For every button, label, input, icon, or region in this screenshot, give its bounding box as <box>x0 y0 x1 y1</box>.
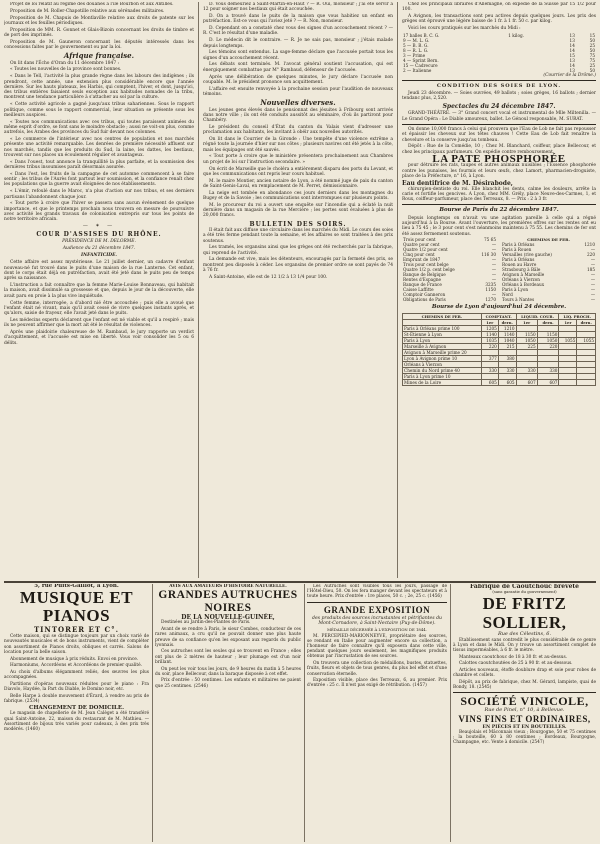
ad-caoutchouc-title: DE FRITZ SOLLIER, <box>482 594 567 633</box>
table-cell: Mines de la Loire <box>403 379 482 385</box>
table-cell: Paris à Orléans <box>502 257 535 263</box>
ad-autruches-visible: Les Autruches sont visibles tous les jours, passage de l'Hôtel-Dieu, 50. On les fera manger devant les spectateurs et à toute heure. Prix d'entrée : 1re places, 50 c. ; 2e, 25 c. (1456) <box>307 584 447 600</box>
table-cell: 75 <box>589 52 595 58</box>
paragraph: La neige est tombée en abondance ces jours derniers dans les montagnes du Bugey et de la Savoie ; les communications sont interrompues sur plusieurs points. <box>203 190 393 201</box>
table-cell: Paris à Lyon <box>403 337 482 343</box>
table-cell: 330 <box>498 367 516 373</box>
table-cell: 1050 <box>537 337 559 343</box>
table-cell <box>559 379 577 385</box>
table-cell: Comptoir Ganneron <box>403 292 446 298</box>
paragraph: Ces autruches sont les seules qui se trouvent en France ; elles ont plus de 2 mètres de hauteur ; leur plumage est d'un noir brillant. <box>155 649 301 665</box>
table-cell: Paris à Orléans <box>502 242 535 248</box>
table-cell: 330 <box>516 367 537 373</box>
table-cell: 220 <box>481 343 498 349</box>
paragraph: « L'émir, refoulé dans le Maroc, n'a plus d'action sur nos tribus, et ses derniers partisans l'abandonnent chaque jour. <box>4 189 194 200</box>
table-cell: 75 65 <box>484 236 496 242</box>
table-cell: 380 <box>498 355 516 361</box>
paragraph: Chez les principaux libraires d'Allemagne, on expédie de la Suisse par 15 1/2 pour 100. <box>402 2 596 13</box>
paragraph: Harmoniums, Accordéons et Accordéons de premier qualité. <box>10 663 143 669</box>
paragraph: Les débats sont terminés. M. l'avocat général soutient l'accusation, qui est énergiquement combattue par M° Rambaud, défenseur de l'accusée. <box>203 62 393 73</box>
pate-heading: LA PATE PHOSPHORÉE <box>432 153 566 166</box>
chef-text <box>402 2 596 31</box>
table-subheader: 1er <box>481 319 498 325</box>
table-cell: Quatre 1/2 pour cent <box>403 246 448 252</box>
table-cell: 116 30 <box>481 251 496 257</box>
divider <box>307 602 447 603</box>
table-header: CHEMINS DE FER. <box>403 313 482 319</box>
ad-musique-address: 5, rue Puits-Gaillot, à Lyon. <box>34 584 119 589</box>
table-cell: 2 — Italienne <box>403 67 432 73</box>
afrique-article <box>4 61 194 223</box>
ad-rule <box>152 584 153 842</box>
paragraph: On lit dans le Courrier de la Gironde : Une tempête d'une violence extrême a régné toute la journée d'hier sur nos côtes ; plusieurs navires ont été jetés à la côte, mais les équipages ont été sauvés. <box>203 137 393 153</box>
table-header: COMPTANT. <box>481 313 516 319</box>
paragraph: Destinées au Jardin-des-Plantes de Paris. <box>161 620 251 626</box>
cour-audience: Audience du 21 décembre 1847. <box>62 245 136 251</box>
paragraph: Belle Harpe à double mouvement d'Érard, à vendre au prix de fabrique. (2534) <box>4 693 149 704</box>
table-cell: Rouen au Havre <box>502 262 537 268</box>
paragraph: Il était fait aux diffuse une circulaire dans les marchés du Midi. Le cours des soies a été très ferme pendant toute la semaine, et les affaires se sont traitées à des prix soutenus. <box>203 227 393 244</box>
table-cell: 1150 <box>537 331 559 337</box>
table-cell: 215 <box>498 343 516 349</box>
table-cell: 1050 <box>516 337 537 343</box>
paragraph: A Saint-Antoine, elle est de 12 1/2 à 13 1/4 pour 100. <box>209 274 328 280</box>
ad-caoutchouc <box>453 584 596 842</box>
ad-exposition-medal: MÉDAILLE DÉCERNÉE À L'EXPOSITION DE 1844. <box>327 627 427 633</box>
ad-exposition-subtitle: des produits des sources incrustantes et pétrifiantes du Mont-Cornadore, à Saint-Nectaire (Puy-de-Dôme). <box>312 615 442 627</box>
table-cell: 13 <box>569 37 575 43</box>
table-cell: 607 <box>516 379 537 385</box>
cour-case: INFANTICIDE. <box>81 253 117 259</box>
table-cell: 4 — Sprint Bern. <box>403 57 439 63</box>
paragraph: Cette affaire est assez mystérieuse. Le 21 juillet dernier, un cadavre d'enfant nouveau-né fut trouvé dans le puits d'une maison de la rue Lanterne. Cet enfant, dont le corps était déjà en putréfaction, avait été jeté dans le puits peu de temps après sa naissance. <box>4 260 194 282</box>
table-cell: Marseille à Avignon <box>403 343 482 349</box>
afrique-heading: Afrique française. <box>63 51 135 61</box>
avis-text <box>402 127 596 155</box>
table-cell: 3 — Prime <box>403 52 426 58</box>
table-cell: Nord <box>502 292 513 298</box>
table-cell: Cinq pour cent <box>403 251 435 257</box>
table-cell: Tours à Nantes <box>502 297 535 303</box>
condition-text: Jeudi 23 décembre. — Soies ouvrées, 49 ballots ; soies grèges, 16 ballots ; dernier tendanc plus, 2,520. <box>402 90 596 101</box>
paragraph: M. le procureur du roi a ouvert une enquête sur l'incendie qui a éclaté la nuit dernière dans un magasin de la rue Mercière ; les pertes sont évaluées à plus de 20,000 francs. <box>203 202 393 219</box>
ad-vins-sub: EN PIÈCES ET EN BOUTEILLES. <box>482 724 567 730</box>
table-cell: Avignon à Marseille <box>502 272 545 278</box>
paragraph: M. le maire Montier, ancien notaire de Lyon, a été nommé juge de paix du canton de Saint-Genis-Laval, en remplacement de M. Perret, démissionnaire. <box>203 178 393 189</box>
table-cell: Orléans à Bordeaux <box>502 282 545 288</box>
column-rule <box>198 2 199 578</box>
ad-vinicole-title: SOCIÉTÉ VINICOLE, <box>460 694 589 709</box>
ad-musique <box>4 584 149 842</box>
paragraph: D. Cependant on a constaté chez vous des signes d'un accouchement récent ? — R. C'est le résultat d'une maladie. <box>203 26 393 37</box>
table-cell: Orléans à Vierzon <box>502 277 540 283</box>
paragraph: « Cette activité agricole a gagné jusqu'aux tribus sahariennes. Sous le rapport politique, comme sous le rapport commercial, leur situation se présente sous les meilleurs auspices. <box>4 102 194 118</box>
paragraph: D. Vous demeuriez à Saint-Martin-en-Haut ? — R. Oui, monsieur ; j'ai été servir à 12 pour soigner nos bestiaux qui était accouchée. <box>203 2 393 13</box>
paragraph: Voici les cours pratiqués sur les marchés du Midi : <box>408 26 521 32</box>
table-cell: 1150 <box>516 331 537 337</box>
table-cell: 15 <box>589 32 595 38</box>
table-cell: Trois pour cent belge <box>403 261 449 267</box>
table-subheader: dern. <box>537 319 559 325</box>
bourse-lyon-heading: Bourse de Lyon d'aujourd'hui 24 décembre. <box>431 304 567 311</box>
paragraph: On écrit de Marseille que le choléra a entièrement disparu des ports du Levant, et que les communications ont repris leur cours habituel. <box>203 166 393 177</box>
paragraph: Après une plaidoirie chaleureuse de M. Rambaud, le jury rapporte un verdict d'acquittement, et l'accusée est mise en liberté. Vous voir consolider les 5 ou 6 délits. <box>4 330 194 346</box>
table-cell: Strasbourg à Bâle <box>502 267 541 273</box>
ad-caoutchouc-sub: (sans garantie du gouvernement) <box>492 589 557 595</box>
paragraph: On trouvera une collection de médaillons, bustes, statuettes, fruits, fleurs et objets de tous genres, du plus bel effet et d'une conservation éternelle. <box>307 661 447 677</box>
paragraph: Partitions d'opéras nouveaux réduites pour le piano : Fra Diavolo, Haydée, la Part du Diable, le Domino noir, etc. <box>4 681 149 693</box>
table-cell: Paris à Rouen <box>502 247 532 253</box>
table-cell: 1140 <box>481 331 498 337</box>
table-cell: 1140 <box>498 331 516 337</box>
table-cell: 1210 <box>584 242 595 248</box>
newspaper-page <box>4 2 596 842</box>
paragraph: Exposition visible, place des Terreaux, 6, au premier. Prix d'entrée : 25 c. Il n'est pas exigé de rétribution. (1457) <box>307 678 447 689</box>
table-cell: Caisse Laffitte <box>403 287 434 293</box>
dentifrice-heading: Eau dentifrice de M. Désirabode, <box>402 180 513 188</box>
table-cell: 185 <box>587 267 595 273</box>
ad-caoutchouc-address: Rue des Célestins, 6. <box>497 631 552 638</box>
chemins-block <box>501 237 596 302</box>
ads-divider <box>4 581 596 583</box>
table-cell: 1 kilog. <box>508 32 524 38</box>
ad-exposition-text <box>307 634 447 689</box>
table-cell: Paris à Orléans prime 100 <box>403 325 482 331</box>
rentes-table <box>402 237 497 302</box>
table-cell: 14 <box>569 62 575 68</box>
table-cell: 1055 <box>577 337 596 343</box>
table-cell: — <box>590 247 595 253</box>
table-cell: 225 <box>516 343 537 349</box>
paragraph: Avant de se rendre à Paris, le sieur Combes, conducteur de ces rares animaux, a cru qu'il ne pouvait donner une plus haute preuve de sa confiance qu'en les exposant aux regards du public lyonnais. <box>155 627 301 648</box>
soie-table <box>402 33 596 73</box>
table-cell: Trois pour cent <box>403 236 436 242</box>
paragraph: Les témoins sont entendus. La sage-femme déclare que l'accusée portait tous les signes d'un accouchement récent. <box>203 50 393 61</box>
paragraph: « Toutes nos communications avec ces tribus, qui toutes paraissent animées du même esprit d'ordre, se font sans le moindre obstacle ; aussi ne voit-on plus, comme autrefois, les Arabes des provinces du Sud fuir devant nos colonnes. <box>4 119 194 136</box>
table-cell: — <box>491 292 496 298</box>
paragraph: Dépôt : Rue de la Comédie, 10 ; Chez M. Blanchard, coiffeur, place Bellecour, et chez les principaux parfumeurs. On expédie contre remboursement. <box>402 144 596 155</box>
table-cell: Versailles (rive gauche) <box>502 252 552 258</box>
table-cell: Orléans à Vierzon <box>403 361 482 367</box>
table-cell: 605 <box>481 379 498 385</box>
paragraph: « Dans le Tell, l'activité la plus grande règne dans les labours des indigènes ; ils prendront, cette année, une extension plus considérable encore que l'année dernière. Sur les hauts plateaux, les Harbis, qui comptent, l'hiver, et dont, jusqu'ici, des tribus entières faisaient seuls exception aux habitudes nomades de la tribu, montrent une tendance particulière à s'attacher au sol par la culture. <box>4 74 194 101</box>
ad-musique-title: MUSIQUE ET PIANOS <box>19 588 134 626</box>
table-cell: — <box>491 256 496 262</box>
table-cell: 13 <box>569 57 575 63</box>
cour-heading: COUR D'ASSISES DU RHÔNE. <box>36 231 162 239</box>
ad-autruches-text <box>155 620 301 688</box>
ad-vins-title: VINS FINS ET ORDINAIRES, <box>458 713 591 724</box>
cour-president: PRÉSIDENCE DE M. DELORME. <box>62 238 136 244</box>
table-cell: Paris à Lyon <box>502 287 529 293</box>
paragraph: « Toutes les nouvelles de la province sont bonnes. <box>10 67 122 73</box>
paragraph: Les jeunes gens élevés dans le pensionnat des jésuites à Fribourg sont arrivés dans notre ville ; ils ont été conduits aussitôt au séminaire, d'où ils partiront pour Chambéry. <box>203 107 393 124</box>
paragraph: Proposition de M. Gauneron concernant les députés intéressés dans les concessions faites par le gouvernement ou par la loi. <box>4 39 194 51</box>
table-cell: 607 <box>537 379 559 385</box>
table-cell: 1150 <box>485 287 496 293</box>
table-cell: 1270 <box>485 297 496 303</box>
column-3 <box>402 2 596 578</box>
table-cell: 1035 <box>481 337 498 343</box>
paragraph: « Tout porte à croire que le ministère présentera prochainement aux Chambres un projet de loi sur l'instruction secondaire. » <box>203 154 393 165</box>
divider <box>402 204 596 205</box>
table-cell: 1055 <box>559 337 577 343</box>
table-cell: 13 <box>569 67 575 73</box>
table-cell: — <box>491 267 496 272</box>
paragraph: Articles nouveaux, étoffe doublure drap et soie pour robes de chambre et collets. <box>453 668 596 679</box>
table-cell: Avignon à Marseille prime 20 <box>403 349 482 355</box>
table-cell: — <box>491 261 496 267</box>
paragraph: Proposition de M. Roller-Chapotille relative aux sérénades militaires. <box>10 8 165 14</box>
paragraph: Etablissement sans contredit le plus considérable de ce genre à Lyon et dans le Midi. On y trouve un assortiment complet de tissus imperméables, à 6 fr. le mètre. <box>453 637 596 654</box>
paragraph: Projet de loi relatif au régime des douanes à l'île Bourbon et aux Antilles. <box>10 2 174 7</box>
advertisements <box>4 584 596 842</box>
table-cell: 220 <box>587 252 595 258</box>
table-cell: Lyon à Avignon prime 10 <box>403 355 482 361</box>
paragraph: Après une délibération de quelques minutes, le jury déclare l'accusée non coupable. M. le président prononce son acquittement. <box>203 74 393 85</box>
column-1 <box>4 2 194 578</box>
table-cell: 50 <box>589 37 595 43</box>
table-cell: — <box>590 297 595 303</box>
ad-caoutchouc-text <box>453 638 596 691</box>
table-cell: 50 <box>589 67 595 73</box>
paragraph: Les tramés, les organsins ainsi que les grèges ont été recherchés par la fabrique, qui reprend de l'activité. <box>203 245 393 256</box>
paragraph: Proposition de MM. R. Gonnet et Glais-Bizoin concernant les droits de timbre et de port des imprimés. <box>4 27 194 38</box>
table-subheader: 1er <box>516 319 537 325</box>
bulletin-heading: BULLETIN DES SOIRS. <box>249 220 347 228</box>
paragraph: L'instruction a fait connaître que la femme Marie-Louise Bonnaveau, qui habitait la maison, avait dissimulé sa grossesse et que, depuis le jour de la découverte, elle avait paru en proie à la plus vive inquiétude. <box>4 283 194 299</box>
ad-rule <box>304 584 305 842</box>
col1-intro <box>4 2 194 50</box>
table-cell: — <box>590 262 595 268</box>
table-cell: 1205 <box>481 325 498 331</box>
table-cell: Banque de Belgique <box>403 272 446 278</box>
paragraph: Le président du conseil d'État du canton du Valais vient d'adresser une proclamation aux habitants, les invitant à obéir aux nouvelles autorités. <box>203 124 393 136</box>
table-cell: 1210 <box>498 325 516 331</box>
table-cell: 377 <box>481 355 498 361</box>
ad-caoutchouc-header: Fabrique de Caoutchouc breveté <box>469 584 579 590</box>
paragraph: « Dans l'ouest, tout annonce la tranquillité la plus parfaite, et la soumission des dernières tribus insoumises paraît désormais assurée. <box>4 159 194 171</box>
soie-source: (Courrier de la Drôme.) <box>543 72 596 78</box>
table-cell: Quatre 1/2 p. cent belge <box>403 267 455 272</box>
table-cell: 17 balles B. C. G. <box>403 32 440 38</box>
bourse-paris-text: Depuis longtemps on n'avait vu une agitation pareille à celle qui a régné aujourd'hui à la Bourse. Avant l'ouverture, les premières offres sur les rentes ont eu lieu à 75 45 ; le 3 pour cent s'est néanmoins maintenu à 75 55. Les chemins de fer ont été assez fermement soutenus. <box>402 215 596 237</box>
paragraph: Proposition de M. Chapuis de Montlaville relative aux droits de patente sur les journaux et les feuilles périodiques. <box>4 15 194 26</box>
paragraph: L'affaire est ensuite renvoyée à la prochaine session pour l'audition de nouveaux témoins. <box>203 86 393 97</box>
paragraph: « Le commerce de l'intérieur avec nos centres de population et nos marchés présente une activité remarquable. Les denrées de première nécessité affluent sur nos marchés, tandis que les produits du Sud, la laine, les dattes, les bestiaux, trouvent sur nos places un écoulement régulier et avantageux. <box>4 137 194 158</box>
condition-heading: CONDITION DES SOIES DE LYON. <box>436 83 562 90</box>
dentifrice-text: chirurgien-dentiste du roi. Elle blanchit les dents, calme les douleurs, arrête la carie et fortifie les gencives. A Lyon, chez MM. Grély, place Neuve-des-Carmes, 1, et Roux, coiffeur-parfumeur, place des Terreaux, 8. — Prix : 2 à 3 fr. <box>402 186 596 203</box>
table-cell: 50 <box>589 47 595 53</box>
table-cell: 8 — R. L. G. <box>403 47 429 53</box>
paragraph: Manteaux caoutchouc de 18 à 30 fr. et au-dessus. <box>459 654 568 660</box>
paragraph: Abonnement de musique à prix réduits. Envoi en province. <box>10 656 139 662</box>
ad-rule <box>450 584 451 842</box>
bourse-paris-tables <box>402 237 596 302</box>
table-header-row <box>403 313 596 319</box>
table-cell: 15 <box>569 52 575 58</box>
paragraph: D. Le médecin dit le contraire. — R. Je ne sais pas, monsieur ; j'étais malade depuis longtemps. <box>203 38 393 49</box>
table-cell: 25 <box>589 62 595 68</box>
ad-autruches-header: AVIS AUX AMATEURS D'HISTOIRE NATURELLE. <box>169 584 287 589</box>
ad-autruches-title: GRANDES AUTRUCHES NOIRES <box>158 589 298 615</box>
table-cell: 9 — M. L. G. <box>403 37 430 43</box>
ad-musique-subtitle: TINTORER ET C°. <box>33 625 120 635</box>
spectacles-heading: Spectacles du 24 décembre 1847. <box>442 103 556 111</box>
ad-exposition <box>307 584 447 842</box>
table-cell: — <box>491 277 496 283</box>
col2-top <box>203 2 393 97</box>
paragraph: Dépôt, au prix de fabrique, chez M. Gérard, lampiste, quai de Bondy, 18. (2545) <box>453 680 596 691</box>
ad-autruches-subtitle: DE LA NOUVELLE-GUINÉE, <box>181 614 275 622</box>
paragraph: A Avignon, les transactions sont peu actives depuis quelques jours. Les prix des grèges ont éprouvé une légère baisse de 1 fr. à 1 fr. 50 c. par kilog. <box>402 14 596 25</box>
ad-vins-text: Beaujolais et Mâconnais vieux ; Bourgogne, 50 et 75 centimes ; la bouteille, 60 à 80 centimes ; Bordeaux, Bourgogne, Champagne, etc. Vente à domicile. (2547) <box>453 729 596 746</box>
paragraph: « Tout porte à croire que l'hiver se passera sans aucun événement de quelque importance, et que le printemps prochain nous trouvera en mesure de poursuivre avec activité les grands travaux de colonisation entrepris sur tous les points de notre territoire africain. <box>4 201 194 223</box>
paragraph: Cette femme, interrogée, a d'abord nié être accouchée ; puis elle a avoué que l'enfant était né vivant, mais qu'il avait cessé de vivre quelques instants après, et qu'alors, saisie de frayeur, elle l'avait jeté dans le puits. <box>4 300 194 317</box>
paragraph: Les médecins experts déclarent que l'enfant est né viable et qu'il a respiré ; mais ils ne peuvent affirmer que la mort ait été le résultat de violences. <box>4 317 194 329</box>
table-cell: 14 <box>569 42 575 48</box>
paragraph: La demande est vive, mais les détenteurs, encouragés par la fermeté des prix, se montrent peu disposés à céder. Les organsins de premier ordre se sont payés de 74 à 76 fr. <box>203 257 393 274</box>
table-cell: Chemin du Nord prime 40 <box>403 367 482 373</box>
table-cell: 1040 <box>498 337 516 343</box>
table-cell: Quatre pour cent <box>403 241 440 247</box>
table-cell: 15 — Cadrecure <box>403 62 438 68</box>
table-cell: — <box>491 241 496 247</box>
table-cell: 5 — B. B. G. <box>403 42 429 48</box>
table-cell: Rentes d'Espagne <box>403 277 442 283</box>
table-cell <box>577 379 596 385</box>
table-cell: — <box>590 292 595 298</box>
paragraph: Prix d'entrée : 50 centimes. Les enfants et militaires ne paient que 25 centimes. (2546) <box>155 678 301 689</box>
paragraph: On peut les voir tous les jours, de 9 heures du matin à 5 heures du soir, place Bellecour, dans la baraque disposée à cet effet. <box>155 666 301 677</box>
table-subheader: dern. <box>577 319 596 325</box>
table-cell: 25 <box>589 42 595 48</box>
table-cell: — <box>590 272 595 278</box>
table-cell: 3235 <box>485 282 496 288</box>
divider <box>402 80 596 81</box>
table-cell: 330 <box>481 367 498 373</box>
paragraph: On lit dans l'Écho d'Oran du 11 décembre 1847 : <box>10 60 119 66</box>
table-cell: 605 <box>498 379 516 385</box>
paragraph: D. On a trouvé dans le puits de la maison que vous habitiez un enfant en putréfaction. Est-ce vous qui l'aviez jeté ? — R. Non, monsieur. <box>203 14 393 25</box>
table-cell: — <box>590 257 595 263</box>
nouvelles-article <box>203 108 393 219</box>
pate-text: pour détruire les rats, taupes et autres animaux nuisibles ; l'Essence phosphorée contre les punaises, les fourmis et leurs œufs, chez Lamort, pharmacien-droguiste, place de la Préfecture, n° 16, à Lyon. <box>402 163 596 179</box>
table-cell: Obligations de Paris <box>403 297 446 303</box>
nouvelles-heading: Nouvelles diverses. <box>260 98 336 108</box>
table-cell: — <box>491 272 496 278</box>
table-cell: 75 <box>589 57 595 63</box>
paragraph: On donne 10,000 francs à celui qui prouvera que l'Eau de Lob ne fait pas repousser et épaissir les cheveux sur les têtes chauves ! Cette Eau de Lob fait renaître la chevelure et la conserve jusqu'au tombeau. <box>402 127 596 143</box>
table-subheader: dern. <box>498 319 516 325</box>
paragraph: Cette maison, qui se distingue toujours par un choix varié de nouveautés musicales et de bons instruments, vient de compléter son assortiment de Pianos droits, obliques et carrés. Salons de location pour la belle saison. <box>4 634 149 655</box>
paragraph: Au choix d'albums élégamment reliés, des œuvres les plus accompagnées. <box>4 669 149 681</box>
table-cell: 330 <box>537 367 559 373</box>
table-row <box>403 379 596 385</box>
ad-change-text: Le magasin de chapellerie de M. Jean Calèget a été transféré quai Saint-Antoine, 22, maison du restaurant de M. Mathieu. — Assortiment de bijoux très variés pour cadeaux, à des prix très modérés. (1460) <box>4 711 149 732</box>
column-rule <box>397 2 398 578</box>
table-cell: Banque de France <box>403 282 442 288</box>
paragraph: M. PERCEPIED-MARIONNEYVE, propriétaire des sources, se rendant en Italie pour augmenter encore sa collection, a l'honneur de faire connaître qu'il exposera dans cette ville, pendant quelques jours seulement, les magnifiques produits obtenus par l'incrustation de ses sources. <box>307 633 447 660</box>
divider <box>453 692 596 693</box>
divider: — ✶ — <box>82 222 116 229</box>
table-cell: 220 <box>537 343 559 349</box>
table-cell: — <box>590 287 595 293</box>
table-header: LIQ. PROCH. <box>559 313 596 319</box>
ad-exposition-title: GRANDE EXPOSITION <box>323 604 431 615</box>
divider <box>402 124 596 125</box>
table-row <box>501 297 596 302</box>
ad-change-heading: CHANGEMENT DE DOMICILE. <box>28 705 125 712</box>
table-subheader: 1er <box>559 319 577 325</box>
table-cell: — <box>491 246 496 252</box>
bulletin-article <box>203 228 393 280</box>
ad-musique-text <box>4 634 149 704</box>
paragraph: « Dans l'est, les fruits de la campagne de cet automne commencent à se faire sentir ; les tribus de l'Aurès font partout leur soumission, et la confiance renaît chez les populations que la guerre avait éloignées de nos établissements. <box>4 171 194 188</box>
table-cell: — <box>590 277 595 283</box>
table-row <box>402 297 497 302</box>
table-cell: 14 <box>569 47 575 53</box>
chemins-table <box>501 242 596 302</box>
table-cell: 13 <box>569 32 575 38</box>
spectacles-text: GRAND-THÉÂTRE. — 3° Grand concert vocal et instrumental de Mlle Miltenilla. — Le Grand Opéra : Le Diable amoureux, ballet. Le Génoul responsable, M. SURAT. <box>402 111 596 122</box>
table-header: LIQUID. COUR. <box>516 313 559 319</box>
cour-article <box>4 260 194 345</box>
ad-vinicole-address: Rue de Pinel, n° 10, à Bellevue. <box>484 707 565 714</box>
ad-autruches <box>155 584 301 842</box>
table-cell: St-Étienne à Lyon <box>403 331 482 337</box>
bourse-lyon-table <box>402 313 596 386</box>
table-cell: Paris à Lyon prime 10 <box>403 373 482 379</box>
bourse-paris-heading: Bourse de Paris du 22 décembre 1847. <box>439 207 559 214</box>
table-cell: — <box>590 282 595 288</box>
table-cell: Emprunt de 1847 <box>403 256 441 262</box>
column-2 <box>203 2 393 578</box>
paragraph: Calottes caoutchoutées de 25 à 90 fr. et au-dessous. <box>459 661 573 667</box>
chemins-heading: CHEMINS DE FER. <box>527 236 570 242</box>
